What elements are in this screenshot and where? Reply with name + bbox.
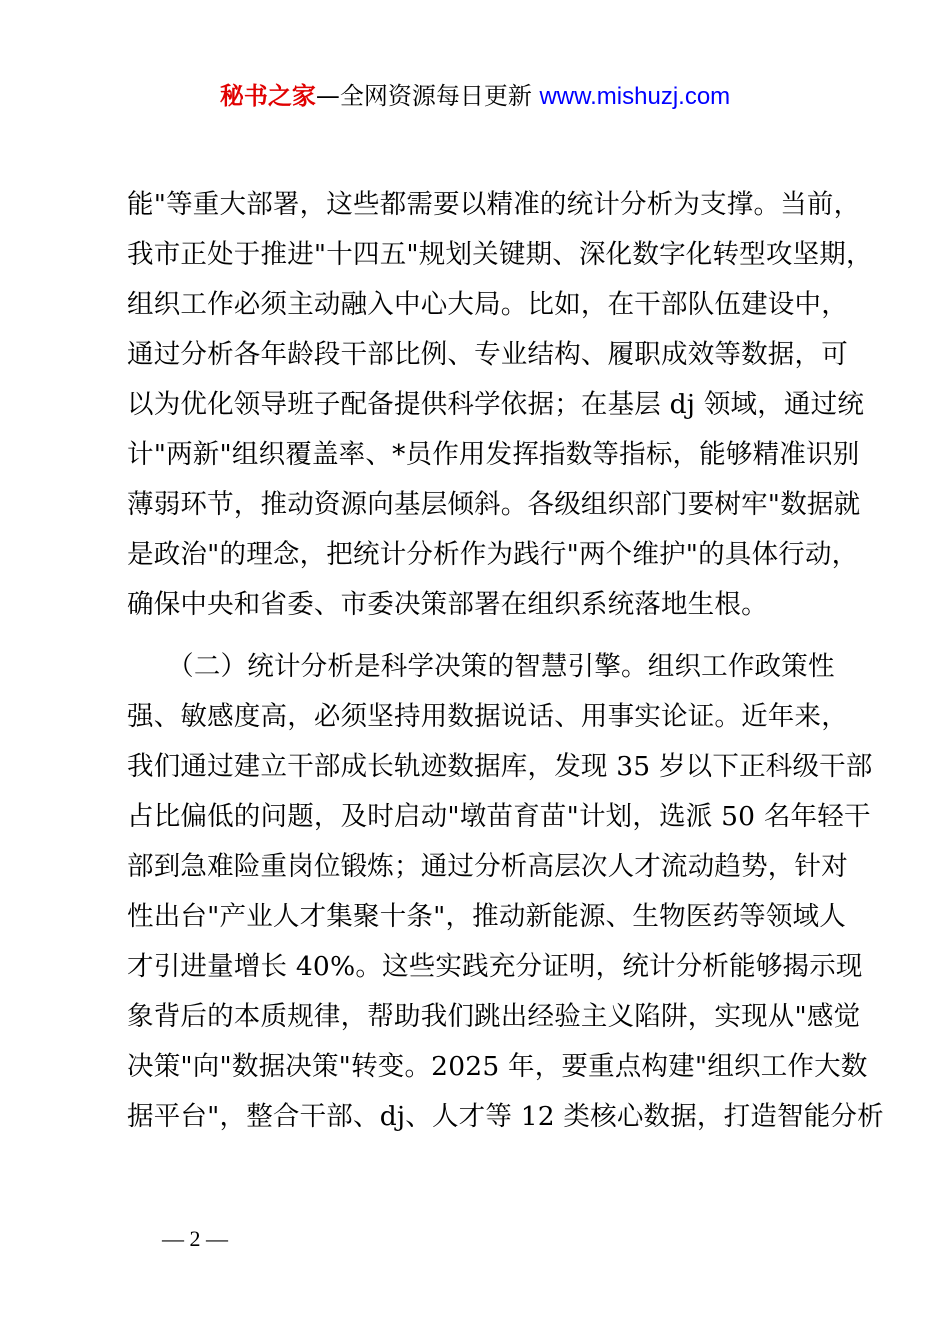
page-header	[0, 78, 950, 115]
paragraph-spacer	[127, 630, 837, 642]
text-line: 据平台"，整合干部、dj、人才等 12 类核心数据，打造智能分析	[127, 1101, 884, 1132]
header-tagline: —全网资源每日更新	[315, 82, 532, 110]
text-line: 占比偏低的问题，及时启动"墩苗育苗"计划，选派 50 名年轻干	[127, 801, 871, 832]
text-line: 确保中央和省委、市委决策部署在组织系统落地生根。	[127, 589, 768, 620]
text-line: 是政治"的理念，把统计分析作为践行"两个维护"的具体行动，	[127, 539, 859, 570]
paragraph-1	[127, 180, 873, 630]
text-line: 我市正处于推进"十四五"规划关键期、深化数字化转型攻坚期，	[127, 239, 873, 270]
text-line: 计"两新"组织覆盖率、*员作用发挥指数等指标，能够精准识别	[127, 439, 860, 470]
text-line: 强、敏感度高，必须坚持用数据说话、用事实论证。近年来，	[127, 701, 848, 732]
text-line: 薄弱环节，推动资源向基层倾斜。各级组织部门要树牢"数据就	[127, 489, 861, 520]
text-line: 才引进量增长 40%。这些实践充分证明，统计分析能够揭示现	[127, 951, 863, 982]
text-line: 能"等重大部署，这些都需要以精准的统计分析为支撑。当前，	[127, 189, 861, 220]
text-line: 通过分析各年龄段干部比例、专业结构、履职成效等数据，可	[127, 339, 848, 370]
document-body	[127, 180, 884, 1142]
paragraph-2	[127, 642, 884, 1142]
text-line: 部到急难险重岗位锻炼；通过分析高层次人才流动趋势，针对	[127, 851, 848, 882]
text-line: 决策"向"数据决策"转变。2025 年，要重点构建"组织工作大数	[127, 1051, 868, 1082]
text-line: 组织工作必须主动融入中心大局。比如，在干部队伍建设中，	[127, 289, 848, 320]
text-line: 我们通过建立干部成长轨迹数据库，发现 35 岁以下正科级干部	[127, 751, 873, 782]
text-line: 性出台"产业人才集聚十条"，推动新能源、生物医药等领域人	[127, 901, 846, 932]
page-number: — 2 —	[162, 1226, 228, 1251]
brand-name: 秘书之家	[219, 82, 316, 110]
text-line: 以为优化领导班子配备提供科学依据；在基层 dj 领域，通过统	[127, 389, 865, 420]
text-line: 象背后的本质规律，帮助我们跳出经验主义陷阱，实现从"感觉	[127, 1001, 861, 1032]
text-line: （二）统计分析是科学决策的智慧引擎。组织工作政策性	[127, 651, 835, 682]
site-url-link[interactable]: www.mishuzj.com	[539, 83, 731, 110]
